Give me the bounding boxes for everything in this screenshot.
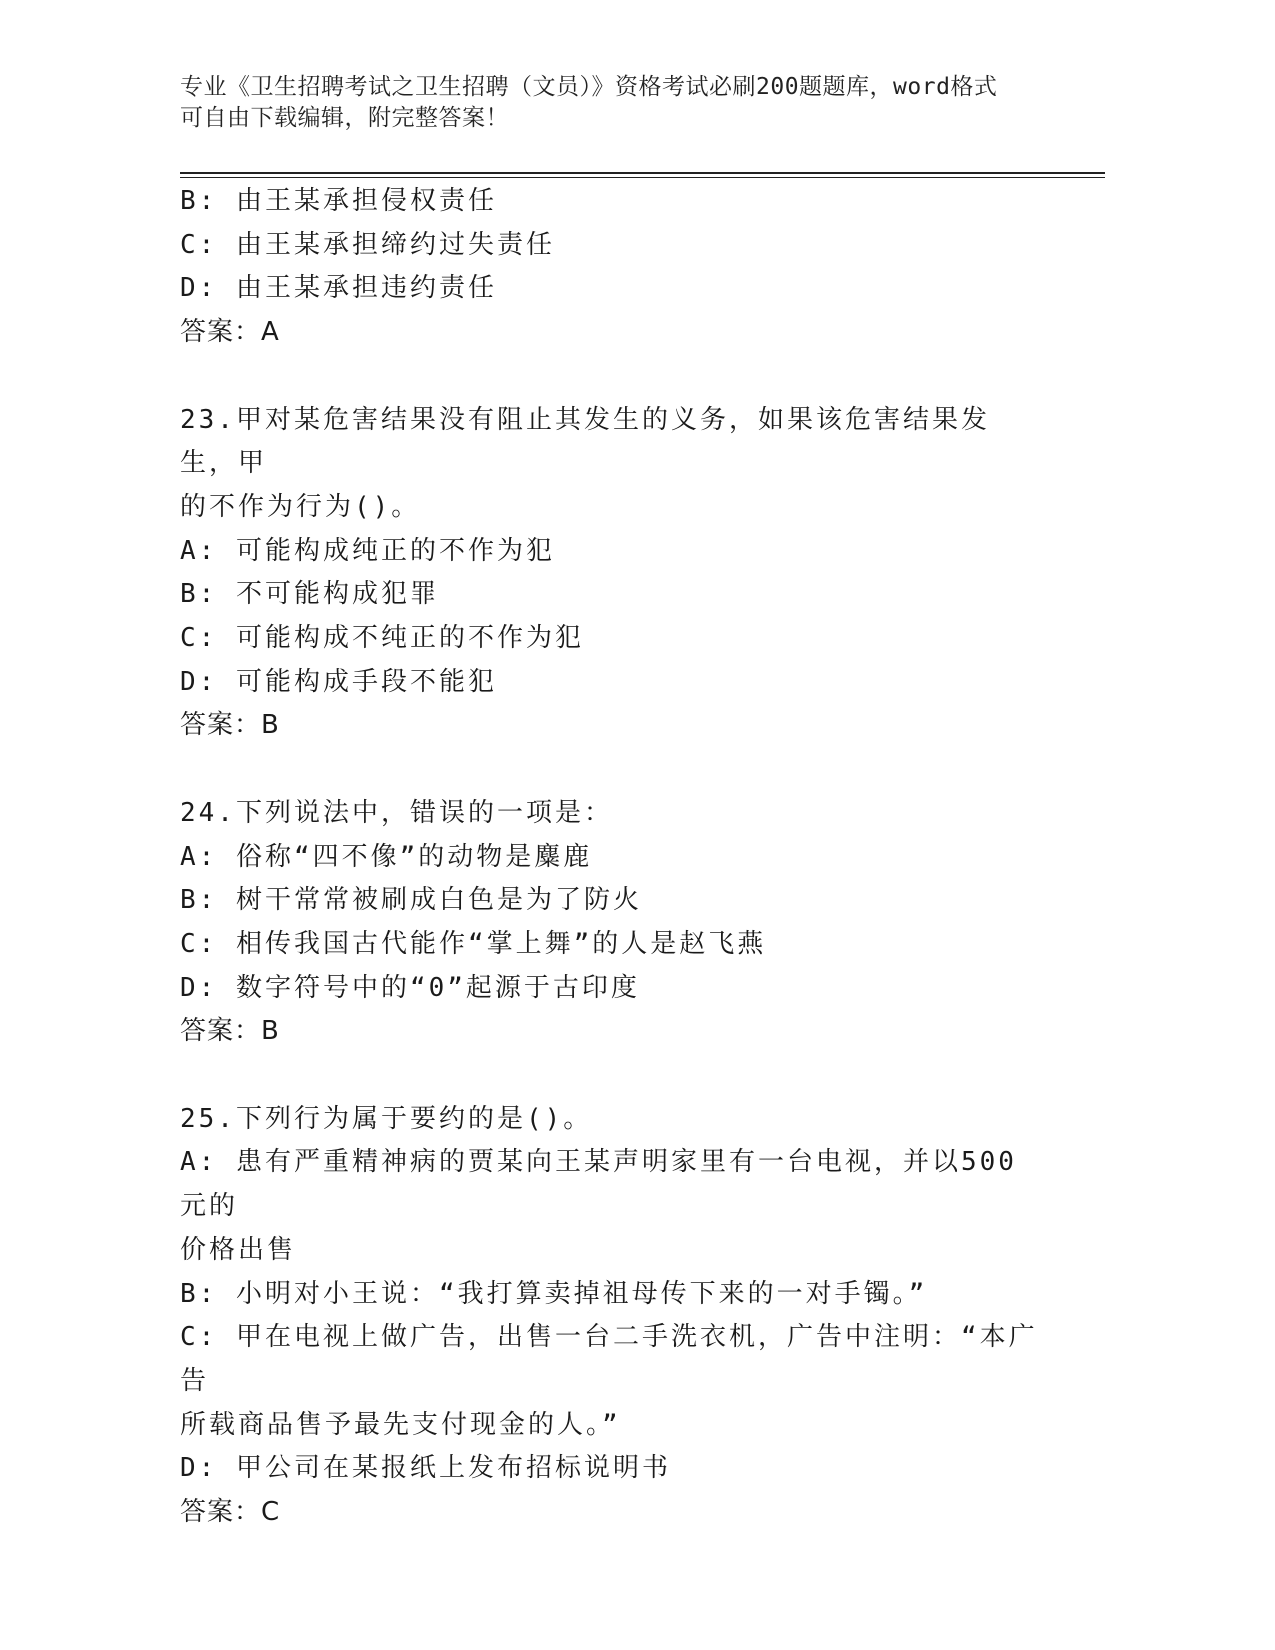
prev-answer: 答案：A [180, 317, 280, 348]
header-rule-thin [180, 177, 1105, 178]
q25-option-a-line-2: 价格出售 [180, 1234, 297, 1265]
prev-option-c: C: 由王某承担缔约过失责任 [180, 229, 555, 260]
q25-option-c-line-1: C: 甲在电视上做广告，出售一台二手洗衣机，广告中注明：“本广告 [180, 1322, 1038, 1396]
header-line-2: 可自由下载编辑，附完整答案！ [180, 105, 509, 131]
document-header [180, 72, 1050, 134]
q24-answer: 答案：B [180, 1016, 280, 1047]
question-list [180, 180, 1040, 1535]
q24-option-d: D: 数字符号中的“0”起源于古印度 [180, 972, 640, 1003]
q25-option-c-line-2: 所载商品售予最先支付现金的人。” [180, 1409, 621, 1440]
q25-option-a-line-1: A: 患有严重精神病的贾某向王某声明家里有一台电视，并以500元的 [180, 1147, 1017, 1222]
q25-option-d: D: 甲公司在某报纸上发布招标说明书 [180, 1453, 671, 1484]
q25-stem: 25.下列行为属于要约的是()。 [180, 1103, 593, 1134]
spacer [180, 355, 1040, 399]
q23-stem-line-2: 的不作为行为()。 [180, 491, 421, 522]
q23-stem-line-1: 23.甲对某危害结果没有阻止其发生的义务，如果该危害结果发生，甲 [180, 404, 990, 479]
q24-option-c: C: 相传我国古代能作“掌上舞”的人是赵飞燕 [180, 928, 767, 959]
q25-option-b: B: 小明对小王说：“我打算卖掉祖母传下来的一对手镯。” [180, 1278, 928, 1309]
q23-option-b: B: 不可能构成犯罪 [180, 579, 439, 610]
header-line-1: 专业《卫生招聘考试之卫生招聘（文员）》资格考试必刷200题题库，word格式 [180, 74, 998, 100]
header-rule-thick [180, 172, 1105, 174]
spacer [180, 1054, 1040, 1098]
prev-option-b: B: 由王某承担侵权责任 [180, 186, 497, 216]
q23-option-c: C: 可能构成不纯正的不作为犯 [180, 623, 584, 654]
q23-answer: 答案：B [180, 710, 280, 741]
q24-option-a: A: 俗称“四不像”的动物是麋鹿 [180, 841, 593, 872]
q24-stem: 24.下列说法中，错误的一项是： [180, 797, 613, 828]
q25-answer: 答案：C [180, 1497, 281, 1528]
q23-option-d: D: 可能构成手段不能犯 [180, 666, 497, 697]
spacer [180, 748, 1040, 792]
q23-option-a: A: 可能构成纯正的不作为犯 [180, 535, 555, 566]
q24-option-b: B: 树干常常被刷成白色是为了防火 [180, 885, 642, 916]
prev-option-d: D: 由王某承担违约责任 [180, 273, 497, 304]
